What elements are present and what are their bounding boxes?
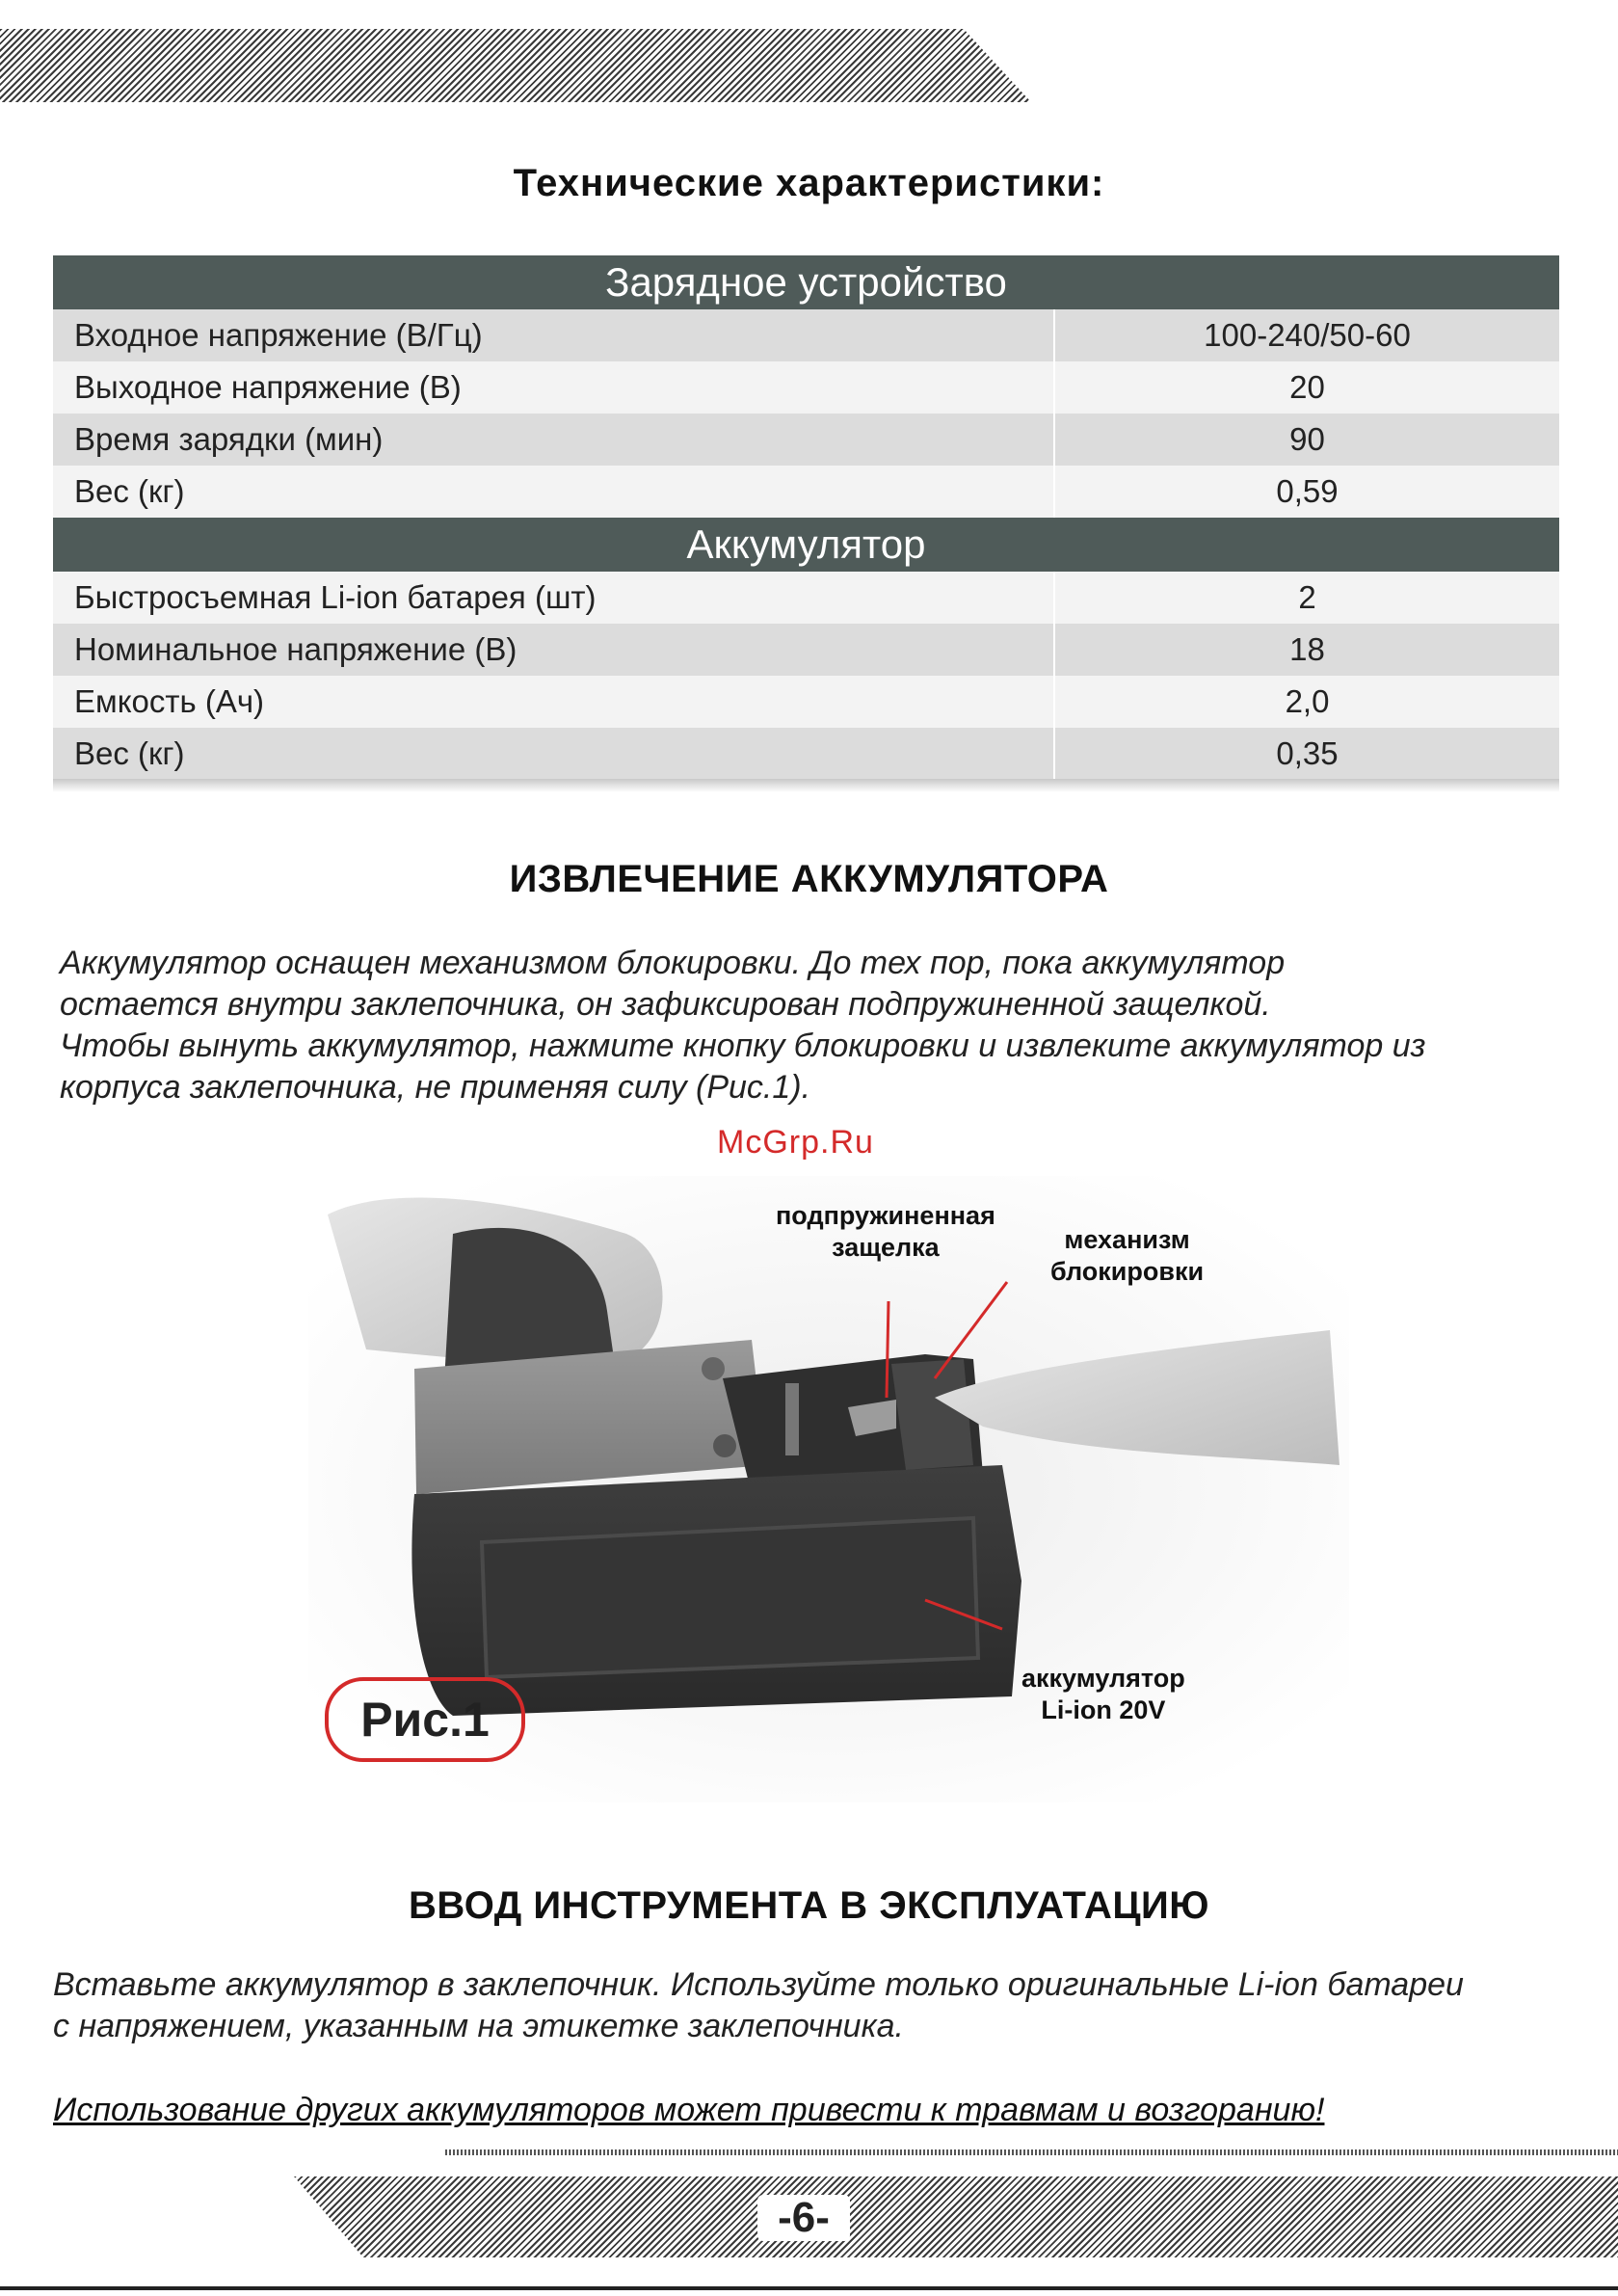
battery-callout — [1021, 1663, 1185, 1726]
specs-title: Технические характеристики: — [513, 162, 1105, 204]
row-value: 2 — [1298, 579, 1316, 615]
lock-callout — [1050, 1224, 1204, 1288]
row-label: Время зарядки (мин) — [53, 414, 1055, 466]
row-value: 90 — [1289, 421, 1325, 457]
callout-line: механизм — [1064, 1225, 1190, 1254]
page-number: -6- — [757, 2195, 850, 2241]
row-label: Емкость (Ач) — [53, 676, 1055, 728]
callout-line: аккумулятор — [1021, 1664, 1185, 1693]
commissioning-line: Вставьте аккумулятор в заклепочник. Используйте только оригинальные Li-ion батареи — [53, 1966, 1464, 2003]
table-row — [53, 309, 1559, 361]
commissioning-paragraph — [53, 1964, 1464, 2047]
removal-paragraph — [60, 943, 1425, 1108]
row-value: 20 — [1289, 369, 1325, 405]
bottom-hatch-decoration — [294, 2176, 1618, 2257]
bottom-rule — [0, 2286, 1618, 2290]
row-value: 0,59 — [1276, 473, 1339, 509]
row-label: Входное напряжение (В/Гц) — [53, 309, 1055, 361]
contact-strip — [785, 1383, 799, 1455]
callout-line: защелка — [832, 1233, 940, 1262]
row-label: Вес (кг) — [53, 728, 1055, 780]
table-row — [53, 728, 1559, 780]
callout-line: подпружиненная — [776, 1201, 995, 1230]
row-label: Номинальное напряжение (В) — [53, 624, 1055, 676]
commissioning-title: ВВОД ИНСТРУМЕНТА В ЭКСПЛУАТАЦИЮ — [408, 1884, 1210, 1927]
removal-title: ИЗВЛЕЧЕНИЕ АККУМУЛЯТОРА — [509, 858, 1109, 900]
screw-hole — [702, 1357, 725, 1380]
table-shadow — [53, 779, 1559, 792]
spec-table — [53, 255, 1559, 780]
removal-line: Аккумулятор оснащен механизмом блокировки. До тех пор, пока аккумулятор — [60, 945, 1286, 981]
top-hatch-decoration — [0, 29, 1031, 102]
lock-button — [891, 1359, 973, 1470]
dotted-divider — [445, 2149, 1618, 2155]
row-value: 18 — [1289, 631, 1325, 667]
latch-pointer — [887, 1301, 889, 1398]
screw-hole — [713, 1434, 736, 1457]
charger-header: Зарядное устройство — [53, 255, 1559, 309]
removal-line: корпуса заклепочника, не применяя силу (Рис.1). — [60, 1069, 811, 1106]
callout-line: блокировки — [1050, 1257, 1205, 1286]
row-value: 2,0 — [1285, 683, 1330, 719]
row-value: 0,35 — [1276, 735, 1339, 771]
warning-text: Использование других аккумуляторов может привести к травмам и возгоранию! — [53, 2092, 1325, 2128]
row-label: Вес (кг) — [53, 466, 1055, 518]
table-row — [53, 572, 1559, 624]
figure-label: Рис.1 — [325, 1677, 525, 1762]
row-value: 100-240/50-60 — [1204, 317, 1411, 353]
commissioning-line: с напряжением, указанным на этикетке заклепочника. — [53, 2008, 904, 2044]
table-row — [53, 361, 1559, 414]
watermark: McGrp.Ru — [717, 1124, 874, 1161]
callout-line: Li-ion 20V — [1041, 1695, 1166, 1724]
battery-header: Аккумулятор — [53, 518, 1559, 572]
row-label: Выходное напряжение (В) — [53, 361, 1055, 414]
row-label: Быстросъемная Li-ion батарея (шт) — [53, 572, 1055, 624]
table-row — [53, 676, 1559, 728]
table-row — [53, 414, 1559, 466]
removal-line: остается внутри заклепочника, он зафиксирован подпружиненной защелкой. — [60, 986, 1271, 1023]
battery-panel — [482, 1518, 978, 1677]
table-row — [53, 466, 1559, 518]
removal-line: Чтобы вынуть аккумулятор, нажмите кнопку блокировки и извлеките аккумулятор из — [60, 1028, 1426, 1064]
latch-callout — [776, 1200, 995, 1264]
table-row — [53, 624, 1559, 676]
